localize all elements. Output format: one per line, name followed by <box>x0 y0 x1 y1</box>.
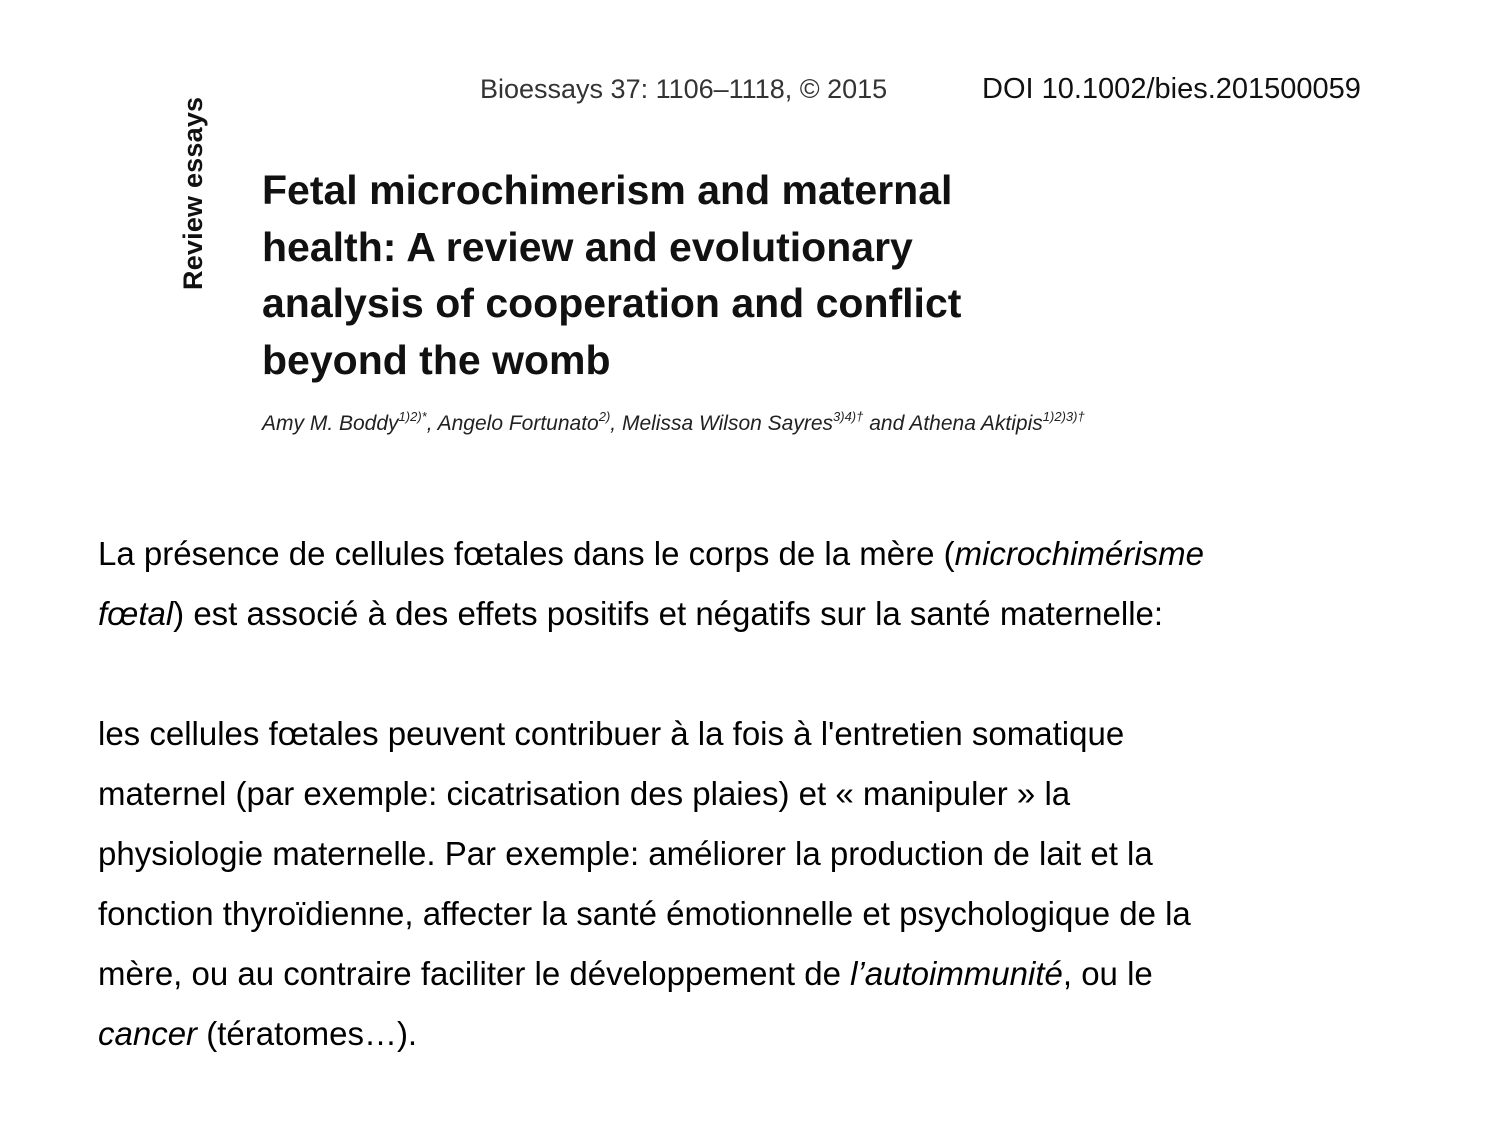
article-title-line: health: A review and evolutionary <box>262 223 913 270</box>
author-name: Melissa Wilson Sayres <box>621 412 834 435</box>
author-affiliation: 1)2)* <box>398 409 427 424</box>
paragraph-details <box>98 704 1418 1064</box>
text-run-italic: l’autoimmunité <box>850 955 1063 992</box>
text-run-italic: fœtal <box>98 595 174 632</box>
text-line: les cellules fœtales peuvent contribuer à la fois à l'entretien somatique <box>98 715 1125 752</box>
text-line: fonction thyroïdienne, affecter la santé émotionnelle et psychologique de la <box>98 895 1191 932</box>
author-name: Amy M. Boddy <box>262 412 399 435</box>
author-name: Angelo Fortunato <box>437 412 599 435</box>
author-separator: and <box>863 412 910 435</box>
text-run: , ou le <box>1062 955 1153 992</box>
doi: DOI 10.1002/bies.201500059 <box>982 73 1361 105</box>
text-run: ) est associé à des effets positifs et négatifs sur la santé maternelle: <box>173 595 1164 632</box>
article-title-line: analysis of cooperation and conflict <box>262 280 962 326</box>
text-run: (tératomes…). <box>197 1015 418 1052</box>
journal-citation: Bioessays 37: 1106–1118, © 2015 <box>480 74 888 104</box>
text-line <box>98 1004 1418 1064</box>
text-line <box>98 584 1418 644</box>
article-title-line: Fetal microchimerism and maternal <box>262 167 953 213</box>
text-line: maternel (par exemple: cicatrisation des plaies) et « manipuler » la <box>98 775 1071 812</box>
author-affiliation: 2) <box>598 409 611 424</box>
article-title-line: beyond the womb <box>262 336 611 383</box>
text-run: mère, ou au contraire faciliter le développement de <box>98 955 851 992</box>
author-affiliation: 3)4)† <box>833 409 864 424</box>
author-name: Athena Aktipis <box>909 412 1043 435</box>
section-tag: Review essays <box>178 96 208 290</box>
text-line <box>98 524 1418 584</box>
text-line: physiologie maternelle. Par exemple: améliorer la production de lait et la <box>98 835 1153 872</box>
text-run: La présence de cellules fœtales dans le corps de la mère ( <box>98 535 955 572</box>
text-line <box>98 944 1418 1004</box>
author-separator: , <box>610 412 622 435</box>
author-affiliation: 1)2)3)† <box>1042 409 1085 424</box>
article-title <box>262 162 1162 388</box>
text-run-italic: microchimérisme <box>954 535 1204 572</box>
author-list <box>262 409 1085 436</box>
paragraph-intro <box>98 524 1418 644</box>
author-separator: , <box>426 412 438 435</box>
text-run-italic: cancer <box>98 1015 198 1052</box>
